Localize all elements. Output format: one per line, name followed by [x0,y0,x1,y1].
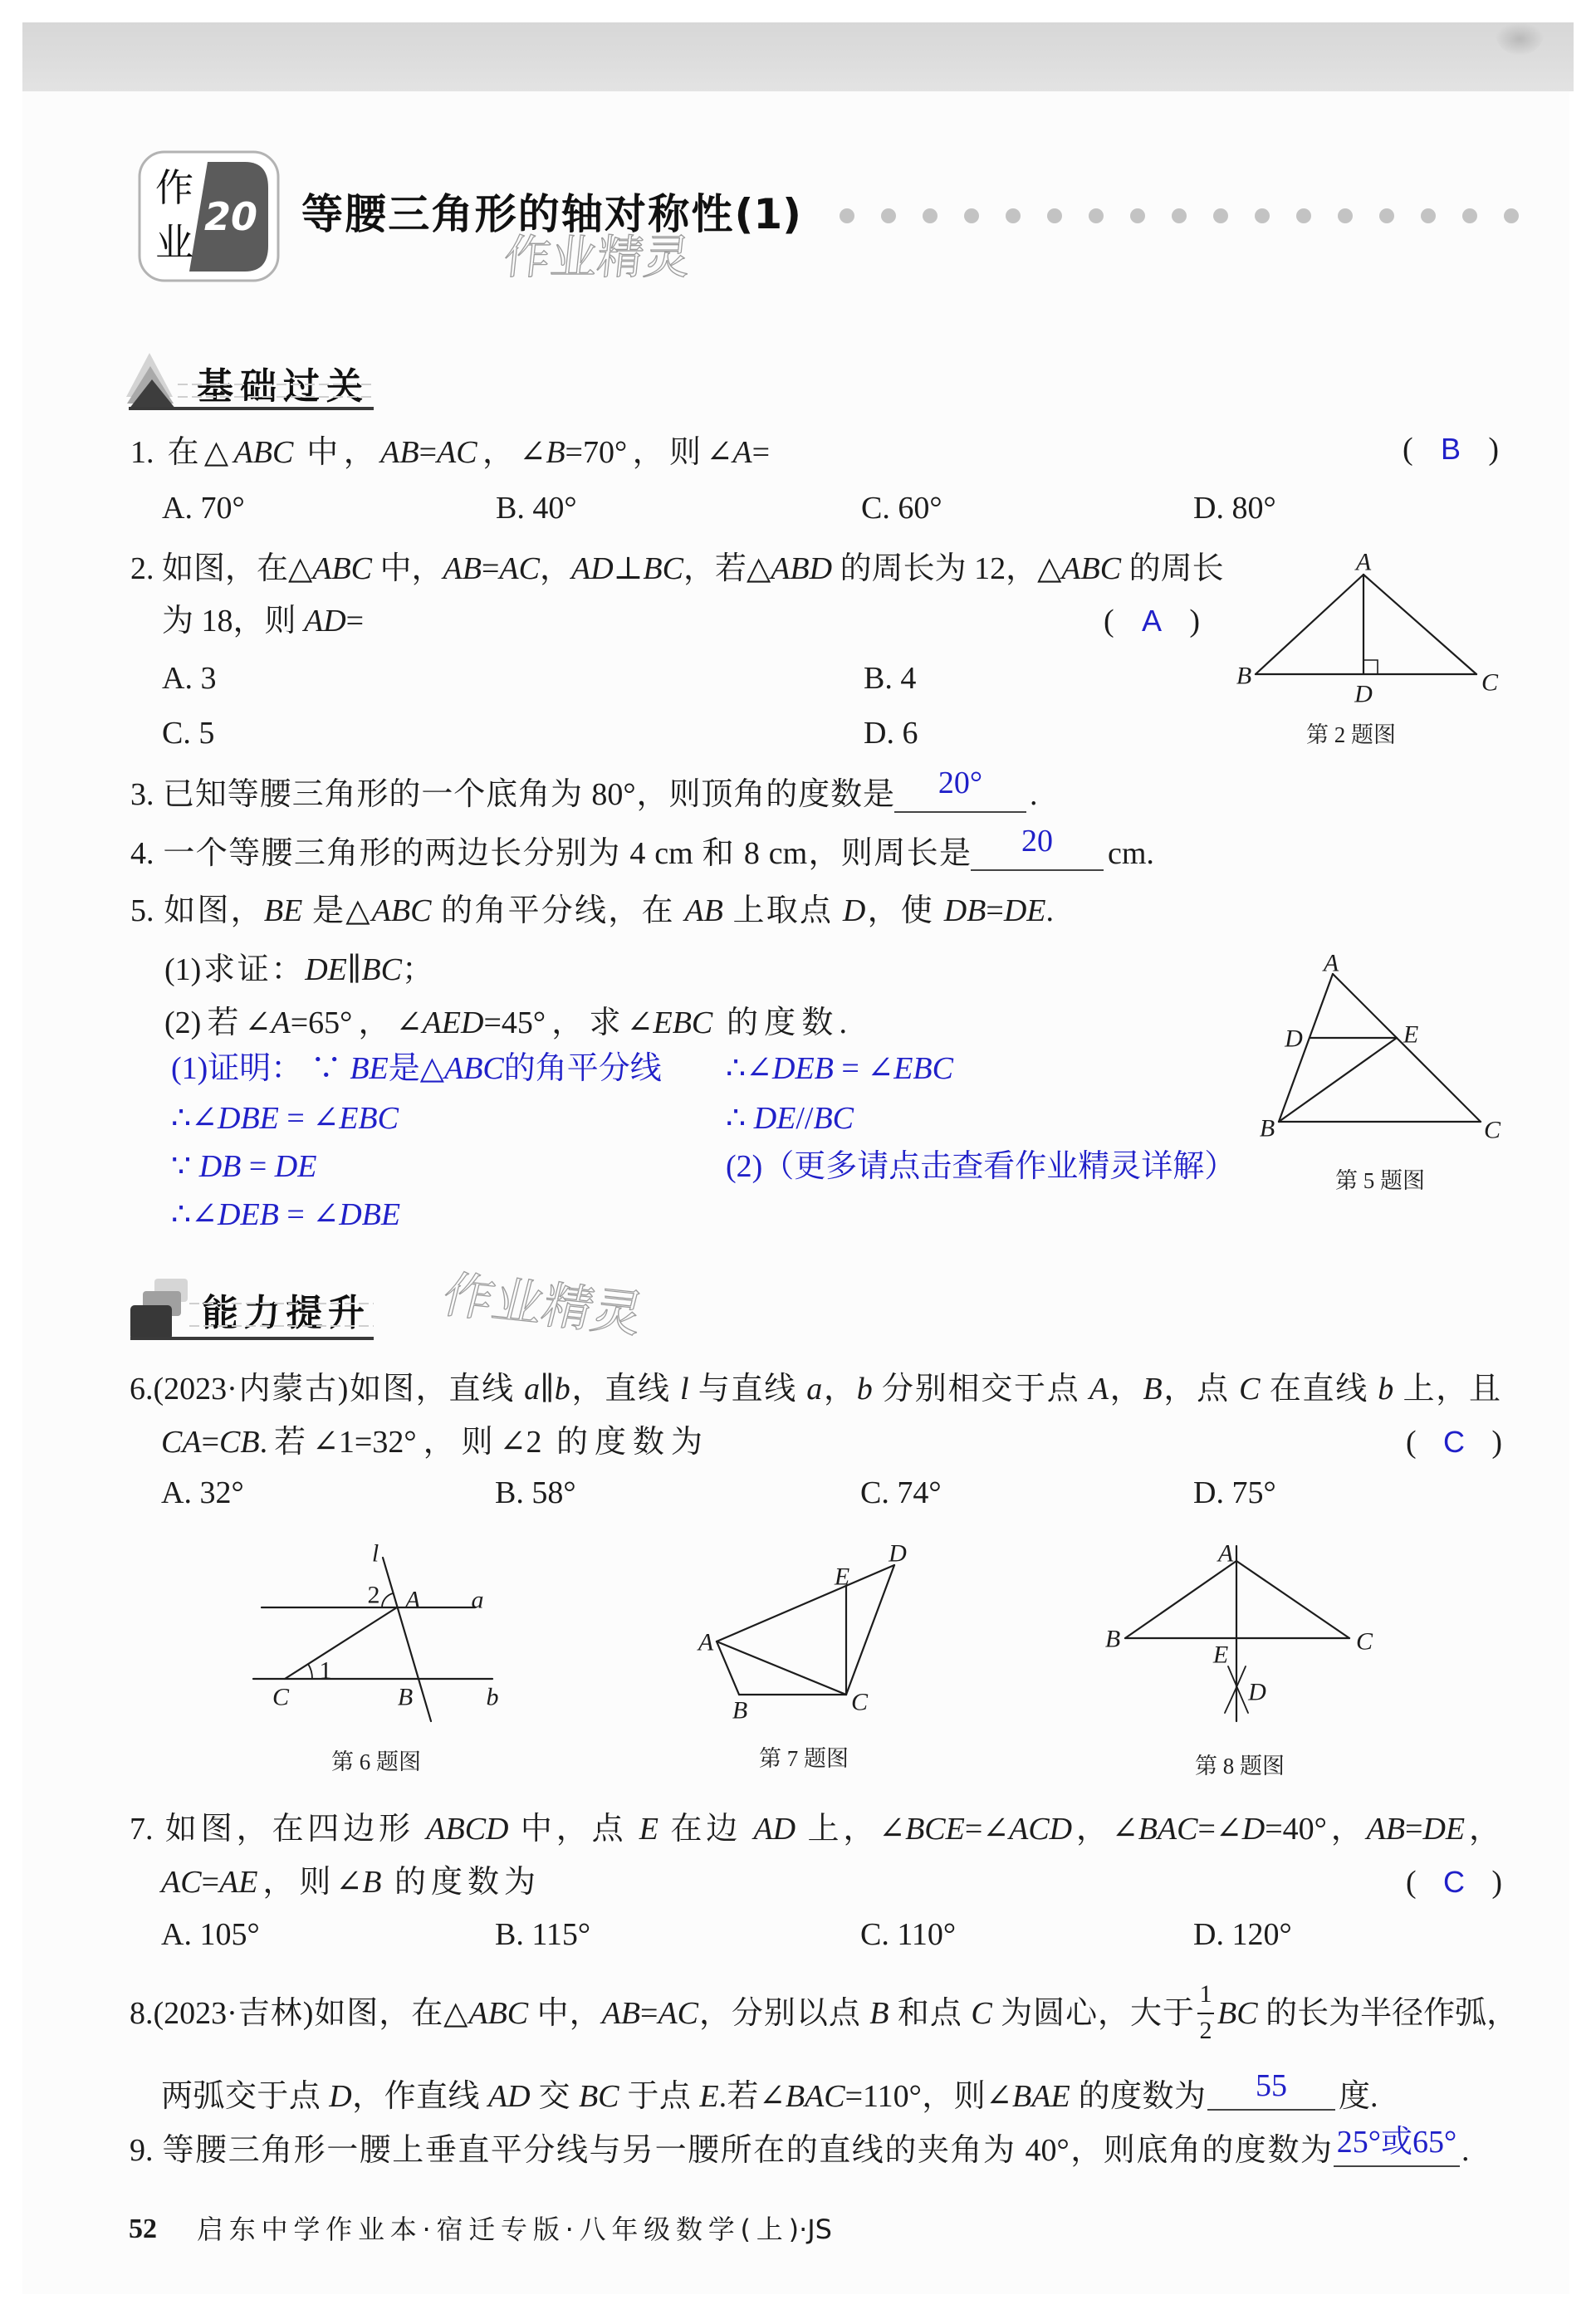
question-suffix: cm. [1108,836,1154,871]
title-dot [964,208,979,223]
math-variable: BE [350,1051,389,1086]
math-variable: DE [1422,1812,1466,1847]
point-label-a: A [1355,548,1372,576]
choice-answer: B [1440,432,1461,466]
math-variable: AED [422,1005,484,1040]
option-d: D. 80° [1193,491,1276,526]
math-variable: b [856,1372,873,1407]
option-c: C. 60° [861,491,942,526]
math-variable: C [1239,1372,1261,1407]
point-label-b: B [397,1683,414,1711]
question-suffix: . [1030,777,1038,812]
point-label-a: A [404,1586,421,1614]
math-variable: AD [753,1812,796,1847]
point-label-d: D [1248,1678,1266,1706]
point-label-d: D [1354,680,1373,708]
question-text: 8.(2023·吉林)如图，在△ABC 中，AB=AC，分别以点 B 和点 C 为圆心，大于 [130,1996,1194,2031]
option-b: B. 58° [495,1475,576,1510]
choice-answer: A [1141,604,1162,638]
math-variable: D [842,893,866,928]
answer-blank [1334,2116,1460,2167]
math-variable: D [329,2079,352,2114]
section-title-advanced: 能力提升 [202,1292,365,1334]
answer-bracket [1406,1423,1502,1461]
math-variable: BC [813,1101,854,1136]
title-dot [1172,208,1187,223]
title-dot-leader [840,208,1519,223]
math-variable: B [546,435,565,470]
option-d: D. 75° [1193,1475,1276,1510]
math-variable: ABC [468,1996,529,2031]
title-dot [1255,208,1270,223]
option-c: C. 5 [162,716,215,751]
watermark: 作业精灵 [501,231,693,285]
answer-blank [894,761,1026,813]
math-variable: E [699,2079,719,2114]
math-variable: AC [499,551,540,586]
badge-bottom-char: 业 [155,220,193,265]
math-variable: BCE [905,1812,965,1847]
math-variable: C [971,1996,992,2031]
math-variable: DE [274,1149,317,1184]
math-variable: EBC [893,1051,953,1086]
question-text: 4. 一个等腰三角形的两边长分别为 4 cm 和 8 cm，则周长是 [130,836,971,871]
question-text-continued: 为 18，则 AD= [162,604,365,638]
math-variable: A [271,1005,291,1040]
point-label-d: D [1285,1025,1303,1053]
math-variable: BC [578,2079,619,2114]
bracket-open: ( [1406,1425,1417,1460]
solution-line: ∵ DB = DE [171,1149,317,1184]
option-b: B. 4 [864,661,917,696]
math-variable: AD [304,604,346,638]
math-variable: AB [443,551,482,586]
fraction-bar [1197,2013,1214,2014]
math-variable: BC [643,551,683,586]
solution-line: ∴∠DEB = ∠EBC [726,1051,953,1086]
math-variable: CA [161,1425,202,1460]
angle-label-1: 1 [319,1656,332,1685]
math-variable: BC [1217,1996,1258,2031]
math-variable: B [1143,1372,1163,1407]
fraction-one-half [1195,1981,1217,2047]
answer-bracket [1104,602,1200,640]
point-label-a: A [1217,1539,1234,1568]
question-text: 1. 在△ABC 中，AB=AC，∠B=70°，则∠A= [130,435,770,470]
figure-2-caption: 第 2 题图 [1306,722,1396,747]
question-text: 9. 等腰三角形一腰上垂直平分线与另一腰所在的直线的夹角为 40°，则底角的度数为 [130,2133,1332,2168]
title-dot [1462,208,1477,223]
line-label-b: b [486,1683,499,1711]
fill-answer: 20° [938,766,983,800]
question-text: 6.(2023·内蒙古)如图，直线 a∥b，直线 l 与直线 a，b 分别相交于点 A，B，点 C 在直线 b 上，且 [130,1372,1501,1407]
line-label-l: l [371,1539,379,1568]
option-d: D. 6 [864,716,918,751]
math-variable: ABC [312,551,373,586]
question-text: 7. 如图，在四边形 ABCD 中，点 E 在边 AD 上，∠BCE=∠ACD，∠BAC=∠D=40°，AB=DE， [130,1812,1501,1847]
title-dot [881,208,896,223]
question-text-continued: CA=CB.若∠1=32°，则∠2 的度数为 [161,1425,703,1460]
point-label-b: B [1104,1625,1121,1653]
watermark: 作业精灵 [437,1266,649,1344]
solution-line: ∴ DE//BC [726,1101,854,1136]
math-variable: BC [361,952,402,987]
fill-answer: 25°或65° [1336,2125,1457,2160]
choice-answer: C [1443,1865,1465,1899]
option-b: B. 40° [496,491,577,526]
math-variable: DEB [218,1197,279,1232]
math-variable: ABC [1061,551,1122,586]
point-label-d: D [889,1539,907,1568]
title-dot [1213,208,1228,223]
math-variable: BE [263,893,303,928]
point-label-e: E [1403,1020,1419,1049]
math-variable: a [806,1372,823,1407]
math-variable: AD [570,551,614,586]
point-label-a: A [698,1628,714,1656]
math-variable: DB [198,1149,242,1184]
title-dot [1296,208,1311,223]
math-variable: AB [684,893,723,928]
math-variable: AB [601,1996,640,2031]
choice-answer: C [1443,1425,1465,1459]
math-variable: EBC [653,1005,713,1040]
title-dot [1421,208,1436,223]
point-label-a: A [1323,949,1339,977]
math-variable: BAC [785,2079,845,2114]
question-text: 2. 如图，在△ABC 中，AB=AC，AD⊥BC，若△ABD 的周长为 12，△ABC 的周长 [130,551,1224,586]
math-variable: ABC [443,1051,504,1086]
line-label-a: a [471,1586,484,1614]
option-a: A. 105° [161,1917,260,1952]
bracket-close: ) [1491,1865,1502,1900]
badge-number: 20 [203,194,258,239]
title-dot [1379,208,1394,223]
bracket-close: ) [1189,604,1200,638]
math-variable: B [869,1996,889,2031]
solution-line: ∴∠DEB = ∠DBE [171,1197,401,1232]
math-variable: DB [943,893,986,928]
math-variable: BAE [1012,2079,1070,2114]
option-c: C. 74° [860,1475,942,1510]
answer-bracket [1403,430,1499,468]
footer-book-title: 启东中学作业本·宿迁专版·八年级数学(上)·JS [197,2214,832,2245]
point-label-b: B [1259,1114,1275,1142]
page-number: 52 [129,2214,157,2244]
point-label-c: C [1481,668,1499,697]
math-variable: BAC [1138,1812,1198,1847]
question-text: 5. 如图，BE 是△ABC 的角平分线，在 AB 上取点 D，使 DB=DE. [130,893,1054,928]
section-title-basic: 基础过关 [197,366,363,407]
option-a: A. 3 [162,661,217,696]
math-variable: AB [1366,1812,1406,1847]
figure-7-caption: 第 7 题图 [759,1746,849,1771]
badge-top-char: 作 [155,165,193,210]
answer-blank [1207,2059,1335,2111]
fill-answer: 55 [1256,2068,1287,2103]
title-dot [1504,208,1519,223]
math-variable: b [554,1372,570,1407]
question-text-continued: AC=AE，则∠B 的度数为 [161,1865,536,1900]
math-variable: ABC [371,893,432,928]
math-variable: E [639,1812,659,1847]
math-variable: AD [487,2079,531,2114]
fraction-denominator: 2 [1199,2017,1212,2044]
sub-question-2: (2)若∠A=65°，∠AED=45°，求∠EBC 的度数. [164,1005,847,1040]
fill-answer: 20 [1021,824,1053,859]
bracket-open: ( [1403,432,1413,467]
math-variable: AC [658,1996,698,2031]
question-text: BC 的长为半径作弧， [1217,1996,1519,2031]
top-scan-band [22,22,1574,91]
question-suffix: 度. [1339,2079,1378,2114]
math-variable: AB [380,435,419,470]
assignment-badge [133,146,286,287]
figure-8-caption: 第 8 题图 [1195,1754,1285,1778]
math-variable: A [1089,1372,1109,1407]
point-label-c: C [850,1688,869,1716]
title-dot [1047,208,1062,223]
math-variable: DE [753,1101,796,1136]
math-variable: ABD [771,551,833,586]
sub-question-1: (1)求证：DE∥BC； [164,952,433,987]
math-variable: AE [219,1865,258,1900]
point-label-b: B [732,1696,748,1725]
math-variable: ABCD [426,1812,509,1847]
page-title: 等腰三角形的轴对称性(1) [301,190,801,238]
title-dot [923,208,938,223]
title-dot [1089,208,1104,223]
point-label-c: C [272,1683,290,1711]
figure-5-caption: 第 5 题图 [1335,1168,1425,1193]
math-variable: DBE [339,1197,401,1232]
math-variable: DE [1003,893,1046,928]
math-variable: AC [437,435,477,470]
math-variable: A [732,435,752,470]
bracket-open: ( [1406,1865,1417,1900]
math-variable: b [1378,1372,1394,1407]
question-text: 3. 已知等腰三角形的一个底角为 80°，则顶角的度数是 [130,777,894,812]
option-c: C. 110° [860,1917,957,1952]
math-variable: DEB [772,1051,834,1086]
angle-label-2: 2 [367,1581,380,1609]
math-variable: a [524,1372,541,1407]
math-variable: B [362,1865,382,1900]
math-variable: DE [305,952,347,987]
bracket-close: ) [1491,1425,1502,1460]
fraction-numerator: 1 [1199,1980,1212,2008]
point-label-b: B [1236,662,1252,690]
math-variable: l [679,1372,689,1407]
point-label-e: E [1212,1641,1229,1669]
bracket-close: ) [1488,432,1499,467]
answer-bracket [1406,1863,1502,1901]
title-dot [1130,208,1145,223]
math-variable: EBC [339,1101,399,1136]
option-a: A. 32° [161,1475,244,1510]
option-d: D. 120° [1193,1917,1292,1952]
math-variable: D [1241,1812,1266,1847]
solution-line: ∴∠DBE = ∠EBC [171,1101,399,1136]
option-b: B. 115° [495,1917,591,1952]
point-label-e: E [834,1563,850,1591]
figure-6-caption: 第 6 题图 [331,1749,421,1774]
point-label-c: C [1355,1627,1373,1656]
math-variable: ACD [1009,1812,1073,1847]
math-variable: AC [161,1865,202,1900]
answer-blank [971,819,1104,871]
title-dot [840,208,854,223]
question-suffix: . [1461,2133,1470,2168]
title-dot [1338,208,1353,223]
more-solution-link[interactable]: (2)（更多请点击查看作业精灵详解） [726,1149,1236,1184]
question-text-continued: 两弧交于点 D，作直线 AD 交 BC 于点 E.若∠BAC=110°，则∠BAE 的度数为 [161,2079,1206,2114]
solution-line: (1)证明： ∵ BE是△ABC的角平分线 [171,1051,662,1086]
math-variable: ABC [233,435,294,470]
bracket-open: ( [1104,604,1114,638]
math-variable: CB [219,1425,260,1460]
math-variable: DBE [218,1101,279,1136]
option-a: A. 70° [162,491,245,526]
title-dot [1006,208,1021,223]
point-label-c: C [1483,1116,1501,1144]
